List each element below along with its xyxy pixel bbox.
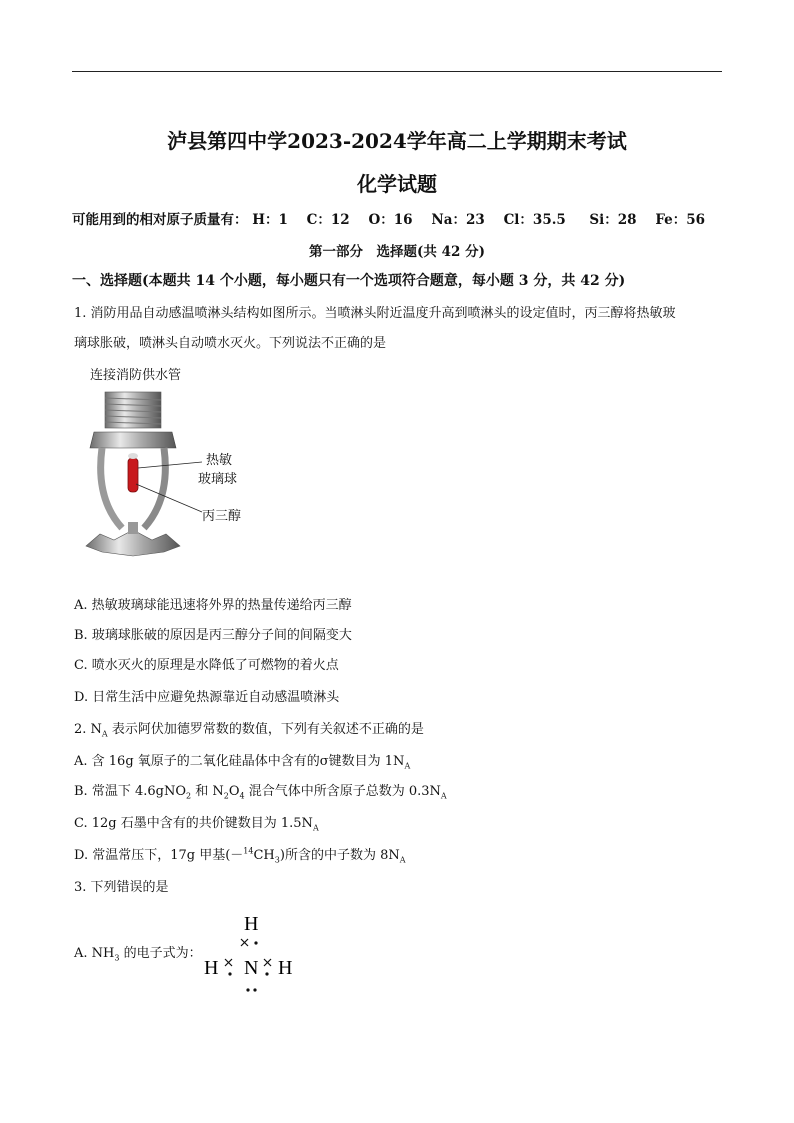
q1-option-b: B. 玻璃球胀破的原因是丙三醇分子间的间隔变大 — [74, 628, 352, 643]
q2-option-c: C. 12g 石墨中含有的共价键数目为 $1.5N_A$ — [74, 816, 319, 833]
q2-option-d: D. 常温常压下，17g 甲基$(-^{14}CH_3)$所含的中子数为 $8N_A$ — [74, 846, 406, 865]
q1-option-a: A. 热敏玻璃球能迅速将外界的热量传递给丙三醇 — [74, 598, 352, 613]
q1-stem-line2: 璃球胀破，喷淋头自动喷水灭火。下列说法不正确的是 — [74, 336, 387, 351]
lewis-h-left: H — [204, 957, 219, 979]
mass-item: Si：28 — [589, 212, 637, 228]
mass-item: O：16 — [368, 212, 413, 228]
lewis-n: N — [244, 957, 259, 979]
nh3-lewis-structure — [198, 908, 308, 996]
lewis-h-right: H — [278, 957, 293, 979]
part-heading: 第一部分 选择题(共 42 分) — [309, 244, 485, 260]
exam-title: 泸县第四中学2023-2024学年高二上学期期末考试 — [167, 129, 627, 153]
figure-label-ball: 热敏 — [206, 453, 233, 468]
exam-subject: 化学试题 — [357, 172, 437, 196]
atomic-masses — [72, 208, 705, 228]
q1-stem-line1: 1. 消防用品自动感温喷淋头结构如图所示。当喷淋头附近温度升高到喷淋头的设定值时，丙三醇将热敏玻 — [74, 306, 676, 321]
q1-option-c: C. 喷水灭火的原理是水降低了可燃物的着火点 — [74, 658, 339, 673]
q2-option-b: B. 常温下 4.6gNO$_2$ 和 $N_2O_4$ 混合气体中所含原子总数为 $0.3N_A$ — [74, 784, 447, 801]
lewis-h-top: H — [244, 913, 259, 935]
q2-stem: 2. $N_A$ 表示阿伏加德罗常数的数值，下列有关叙述不正确的是 — [74, 722, 424, 739]
header-rule — [72, 71, 722, 72]
mass-item: Fe：56 — [655, 212, 706, 228]
q1-option-d: D. 日常生活中应避免热源靠近自动感温喷淋头 — [74, 690, 340, 705]
q3-option-a: A. $NH_3$ 的电子式为： — [74, 946, 202, 963]
q3-stem: 3. 下列错误的是 — [74, 880, 169, 895]
figure-label-pipe: 连接消防供水管 — [90, 368, 182, 383]
q2-option-a: A. 含 16g 氧原子的二氧化硅晶体中含有的σ键数目为 $1N_A$ — [74, 754, 411, 771]
figure-label-ball: 玻璃球 — [198, 472, 238, 487]
mass-item: Na：23 — [431, 212, 485, 228]
mass-item: C：12 — [306, 212, 350, 228]
section-heading: 一、选择题(本题共 14 个小题，每小题只有一个选项符合题意，每小题 3 分，共 42 分) — [72, 273, 626, 289]
masses-label: 可能用到的相对原子质量有： — [72, 212, 248, 228]
mass-item: H：1 — [252, 212, 288, 228]
mass-item: Cl：35.5 — [503, 212, 566, 228]
figure-label-liquid: 丙三醇 — [202, 509, 242, 524]
